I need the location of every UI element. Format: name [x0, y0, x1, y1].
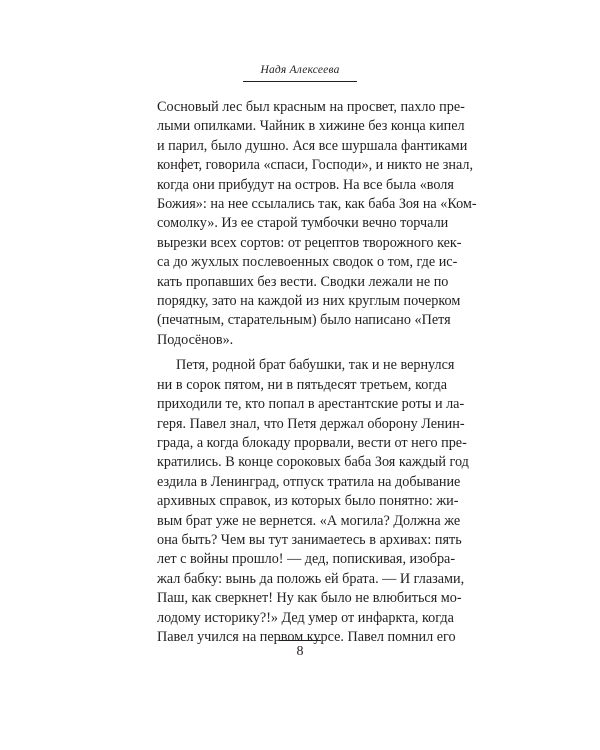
- text-line: лет с войны прошло! — дед, попискивая, изобра-: [157, 551, 456, 568]
- text-line: жал бабку: вынь да положь ей брата. — И глазами,: [157, 570, 465, 587]
- text-line: Подосёнов».: [157, 331, 234, 348]
- text-line: лодому историку?!» Дед умер от инфаркта, когда: [157, 609, 454, 626]
- folio-rule: [279, 640, 321, 641]
- text-line: лыми опилками. Чайник в хижине без конца кипел: [157, 118, 465, 135]
- text-line: кать пропавших без вести. Сводки лежали не по: [157, 273, 449, 290]
- text-line: порядку, зато на каждой из них круглым почерком: [157, 293, 461, 310]
- text-line: Паш, как сверкнет! Ну как было не влюбиться мо-: [157, 590, 462, 607]
- text-line: Павел учился на первом курсе. Павел помнил его: [157, 628, 456, 645]
- text-line: и парил, было душно. Ася все шуршала фантиками: [157, 137, 468, 154]
- running-head: Надя Алексеева: [260, 64, 340, 76]
- text-line: кратились. В конце сороковых баба Зоя каждый год: [157, 454, 469, 471]
- text-line: сомолку». Из ее старой тумбочки вечно торчали: [157, 215, 449, 232]
- text-line: архивных справок, из которых было понятно: жи-: [157, 493, 459, 510]
- text-line: приходили те, кто попал в арестантские роты и ла-: [157, 396, 465, 413]
- text-line: вырезки всех сортов: от рецептов творожного кек-: [157, 234, 462, 251]
- text-line: ни в сорок пятом, ни в пятьдесят третьем, когда: [157, 376, 447, 393]
- paragraph: [157, 356, 469, 647]
- text-line: Петя, родной брат бабушки, так и не вернулся: [176, 357, 455, 374]
- text-line: конфет, говорила «спаси, Господи», и никто не знал,: [157, 157, 474, 174]
- text-line: Божия»: на нее ссылались так, как баба Зоя на «Ком-: [157, 196, 477, 213]
- text-line: вым брат уже не вернется. «А могила? Должна же: [157, 512, 461, 529]
- text-line: са до жухлых послевоенных сводок о том, где ис-: [157, 254, 458, 271]
- body-text: [157, 98, 477, 647]
- text-line: она быть? Чем вы тут занимаетесь в архивах: пять: [157, 531, 462, 548]
- text-line: Сосновый лес был красным на просвет, пахло пре-: [157, 99, 465, 115]
- text-line: (печатным, старательным) было написано «Петя: [157, 312, 451, 329]
- page-number: 8: [296, 644, 304, 659]
- paragraph: [157, 98, 477, 350]
- text-line: града, а когда блокаду прорвали, вести от него пре-: [157, 434, 467, 451]
- text-line: геря. Павел знал, что Петя держал оборону Ленин-: [157, 415, 465, 432]
- text-line: когда они прибудут на остров. На все была «воля: [157, 176, 454, 193]
- running-head-rule: [243, 81, 357, 82]
- text-line: ездила в Ленинград, отпуск тратила на добывание: [157, 473, 461, 490]
